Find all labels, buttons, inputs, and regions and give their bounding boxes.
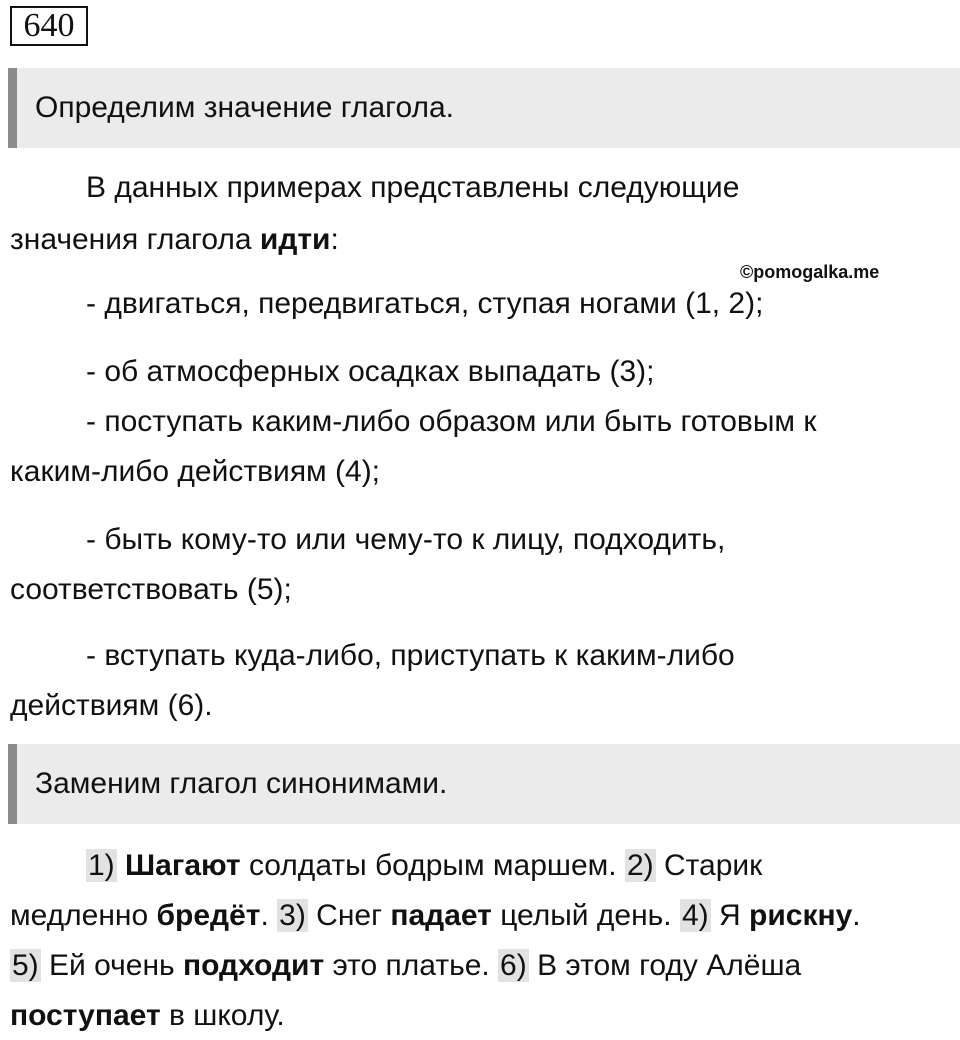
example-line-2: медленно бредёт. 3) Снег падает целый день. 4) Я рискну. (10, 899, 861, 932)
example-number: 6) (500, 949, 527, 982)
example-line-4: поступает в школу. (10, 999, 285, 1032)
example-number: 5) (12, 949, 39, 982)
intro-line-1: В данных примерах представлены следующие (86, 171, 740, 204)
task-number: 640 (10, 6, 88, 46)
meaning-3-line-2: каким-либо действиям (4); (10, 455, 381, 488)
watermark: ©pomogalka.me (740, 262, 880, 282)
intro-line-2: значения глагола идти: (10, 223, 339, 256)
meaning-3-line-1: - поступать каким-либо образом или быть готовым к (86, 405, 817, 438)
meaning-5-line-2: действиям (6). (10, 689, 213, 722)
example-number: 3) (279, 899, 306, 932)
meaning-1: - двигаться, передвигаться, ступая ногами (1, 2); (86, 287, 764, 320)
meaning-4-line-1: - быть кому-то или чему-то к лицу, подходить, (86, 523, 726, 556)
example-line-1: 1) Шагают солдаты бодрым маршем. 2) Старик (88, 849, 763, 882)
section-heading-meaning: Определим значение глагола. (8, 68, 960, 148)
example-number: 4) (681, 899, 709, 932)
meaning-5-line-1: - вступать куда-либо, приступать к каким-либо (86, 639, 735, 672)
section-heading-synonyms: Заменим глагол синонимами. (8, 744, 960, 824)
meaning-2: - об атмосферных осадках выпадать (3); (86, 355, 655, 388)
example-number: 1) (88, 849, 115, 882)
example-line-3: 5) Ей очень подходит это платье. 6) В этом году Алёша (12, 949, 802, 982)
example-number: 2) (626, 849, 654, 882)
meaning-4-line-2: соответствовать (5); (10, 573, 292, 606)
verb-idti: идти (259, 223, 331, 256)
